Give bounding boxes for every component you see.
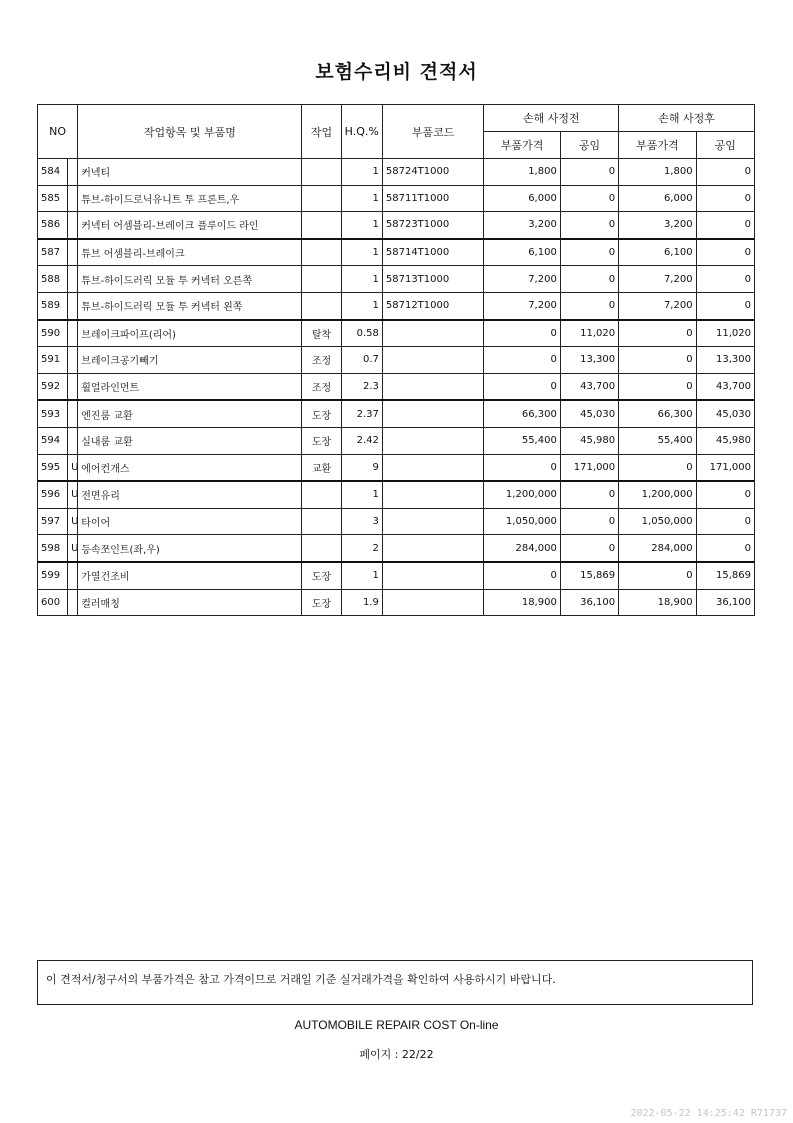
row-before-labor: 43,700 — [560, 373, 618, 400]
row-u-flag — [68, 589, 78, 616]
row-u-flag — [68, 400, 78, 427]
row-item-name: 에어컨개스 — [78, 454, 302, 481]
table-row — [38, 292, 755, 319]
row-before-labor: 0 — [560, 239, 618, 266]
row-item-name: 브레이크공기빼기 — [78, 347, 302, 374]
row-hq: 2.3 — [341, 373, 382, 400]
row-work-type: 도장 — [302, 400, 341, 427]
row-hq: 1 — [341, 266, 382, 293]
row-before-part-price: 7,200 — [484, 292, 560, 319]
table-row — [38, 427, 755, 454]
row-item-name: 휠얼라인먼트 — [78, 373, 302, 400]
row-no: 588 — [38, 266, 68, 293]
row-part-code — [382, 400, 484, 427]
row-part-code — [382, 508, 484, 535]
row-work-type — [302, 212, 341, 239]
header-no: NO — [38, 105, 78, 159]
row-part-code — [382, 427, 484, 454]
row-part-code — [382, 454, 484, 481]
row-work-type: 도장 — [302, 589, 341, 616]
row-after-labor: 43,700 — [696, 373, 754, 400]
row-u-flag — [68, 292, 78, 319]
row-after-part-price: 1,200,000 — [619, 481, 696, 508]
row-before-labor: 0 — [560, 292, 618, 319]
row-after-part-price: 7,200 — [619, 292, 696, 319]
row-item-name: 컬러매칭 — [78, 589, 302, 616]
row-before-labor: 0 — [560, 481, 618, 508]
row-work-type — [302, 535, 341, 562]
row-after-labor: 45,980 — [696, 427, 754, 454]
row-item-name: 실내룸 교환 — [78, 427, 302, 454]
row-after-part-price: 284,000 — [619, 535, 696, 562]
row-after-labor: 45,030 — [696, 400, 754, 427]
row-u-flag — [68, 212, 78, 239]
row-after-labor: 0 — [696, 239, 754, 266]
row-after-labor: 13,300 — [696, 347, 754, 374]
row-before-part-price: 0 — [484, 347, 560, 374]
row-hq: 1 — [341, 562, 382, 589]
row-before-part-price: 3,200 — [484, 212, 560, 239]
row-item-name: 튜브-하이드로닉유니트 투 프론트,우 — [78, 185, 302, 212]
row-after-labor: 171,000 — [696, 454, 754, 481]
row-no: 599 — [38, 562, 68, 589]
table-row — [38, 159, 755, 186]
row-part-code — [382, 535, 484, 562]
row-after-labor: 0 — [696, 212, 754, 239]
row-hq: 1 — [341, 159, 382, 186]
row-hq: 3 — [341, 508, 382, 535]
row-before-part-price: 0 — [484, 320, 560, 347]
row-before-part-price: 66,300 — [484, 400, 560, 427]
row-after-part-price: 0 — [619, 373, 696, 400]
row-before-part-price: 1,200,000 — [484, 481, 560, 508]
row-after-part-price: 0 — [619, 454, 696, 481]
print-timestamp: 2022-05-22 14:25:42 R71737 — [630, 1108, 787, 1119]
row-work-type: 도장 — [302, 427, 341, 454]
table-row — [38, 481, 755, 508]
row-item-name: 타이어 — [78, 508, 302, 535]
row-hq: 2.37 — [341, 400, 382, 427]
row-u-flag — [68, 427, 78, 454]
row-before-part-price: 18,900 — [484, 589, 560, 616]
row-part-code: 58711T1000 — [382, 185, 484, 212]
row-no: 598 — [38, 535, 68, 562]
row-u-flag — [68, 239, 78, 266]
price-notice: 이 견적서/청구서의 부품가격은 참고 가격이므로 거래일 기준 실거래가격을 확인하여 사용하시기 바랍니다. — [37, 960, 753, 1005]
estimate-table — [37, 104, 755, 616]
row-hq: 0.58 — [341, 320, 382, 347]
row-hq: 2.42 — [341, 427, 382, 454]
row-item-name: 튜브-하이드러릭 모듈 투 커넥터 왼쪽 — [78, 292, 302, 319]
header-after-labor: 공임 — [696, 132, 754, 159]
row-after-part-price: 18,900 — [619, 589, 696, 616]
row-hq: 1 — [341, 185, 382, 212]
row-work-type: 도장 — [302, 562, 341, 589]
row-before-part-price: 1,050,000 — [484, 508, 560, 535]
row-work-type: 탈착 — [302, 320, 341, 347]
row-hq: 1.9 — [341, 589, 382, 616]
row-after-labor: 0 — [696, 508, 754, 535]
row-after-part-price: 66,300 — [619, 400, 696, 427]
row-before-labor: 0 — [560, 185, 618, 212]
row-part-code: 58713T1000 — [382, 266, 484, 293]
row-item-name: 브레이크파이프(리어) — [78, 320, 302, 347]
table-row — [38, 320, 755, 347]
row-after-part-price: 6,100 — [619, 239, 696, 266]
row-no: 600 — [38, 589, 68, 616]
row-after-labor: 36,100 — [696, 589, 754, 616]
header-part-code: 부품코드 — [382, 105, 484, 159]
row-u-flag — [68, 562, 78, 589]
row-after-part-price: 1,050,000 — [619, 508, 696, 535]
row-before-labor: 0 — [560, 159, 618, 186]
row-part-code — [382, 347, 484, 374]
row-work-type — [302, 481, 341, 508]
table-row — [38, 535, 755, 562]
row-before-part-price: 6,000 — [484, 185, 560, 212]
table-row — [38, 266, 755, 293]
row-before-part-price: 1,800 — [484, 159, 560, 186]
row-after-part-price: 7,200 — [619, 266, 696, 293]
row-hq: 1 — [341, 239, 382, 266]
row-hq: 1 — [341, 292, 382, 319]
row-after-part-price: 0 — [619, 320, 696, 347]
table-row — [38, 454, 755, 481]
row-item-name: 가열건조비 — [78, 562, 302, 589]
header-after-adjustment: 손해 사정후 — [619, 105, 755, 132]
row-part-code — [382, 562, 484, 589]
footer-title: AUTOMOBILE REPAIR COST On-line — [294, 1018, 499, 1032]
row-no: 593 — [38, 400, 68, 427]
row-part-code — [382, 589, 484, 616]
row-work-type — [302, 159, 341, 186]
table-row — [38, 212, 755, 239]
row-hq: 1 — [341, 212, 382, 239]
row-u-flag — [68, 373, 78, 400]
table-row — [38, 589, 755, 616]
row-after-labor: 0 — [696, 292, 754, 319]
row-part-code: 58712T1000 — [382, 292, 484, 319]
row-u-flag: U — [68, 481, 78, 508]
header-before-adjustment: 손해 사정전 — [484, 105, 619, 132]
row-work-type: 조정 — [302, 373, 341, 400]
row-item-name: 커넥터 어셈블리-브레이크 플루이드 라인 — [78, 212, 302, 239]
row-item-name: 커넥티 — [78, 159, 302, 186]
row-part-code — [382, 320, 484, 347]
row-work-type: 교환 — [302, 454, 341, 481]
row-u-flag — [68, 159, 78, 186]
row-after-labor: 15,869 — [696, 562, 754, 589]
row-hq: 1 — [341, 481, 382, 508]
row-item-name: 튜브-하이드러릭 모듈 투 커넥터 오른쪽 — [78, 266, 302, 293]
row-u-flag — [68, 185, 78, 212]
table-row — [38, 562, 755, 589]
row-item-name: 등속쪼인트(좌,우) — [78, 535, 302, 562]
row-work-type — [302, 266, 341, 293]
header-after-part-price: 부품가격 — [619, 132, 696, 159]
row-hq: 0.7 — [341, 347, 382, 374]
row-after-labor: 0 — [696, 481, 754, 508]
row-work-type — [302, 239, 341, 266]
document-title: 보험수리비 견적서 — [315, 61, 478, 83]
row-before-labor: 11,020 — [560, 320, 618, 347]
row-hq: 2 — [341, 535, 382, 562]
row-u-flag — [68, 320, 78, 347]
row-after-part-price: 6,000 — [619, 185, 696, 212]
row-no: 592 — [38, 373, 68, 400]
row-u-flag: U — [68, 508, 78, 535]
row-u-flag — [68, 266, 78, 293]
row-part-code: 58724T1000 — [382, 159, 484, 186]
row-before-part-price: 55,400 — [484, 427, 560, 454]
row-no: 586 — [38, 212, 68, 239]
row-before-labor: 13,300 — [560, 347, 618, 374]
row-after-labor: 0 — [696, 535, 754, 562]
header-item-name: 작업항목 및 부품명 — [78, 105, 302, 159]
row-hq: 9 — [341, 454, 382, 481]
row-after-part-price: 55,400 — [619, 427, 696, 454]
row-before-labor: 0 — [560, 508, 618, 535]
row-work-type — [302, 185, 341, 212]
row-after-part-price: 1,800 — [619, 159, 696, 186]
row-before-part-price: 284,000 — [484, 535, 560, 562]
row-u-flag: U — [68, 535, 78, 562]
row-before-labor: 0 — [560, 535, 618, 562]
row-no: 589 — [38, 292, 68, 319]
row-part-code — [382, 481, 484, 508]
row-before-labor: 45,980 — [560, 427, 618, 454]
row-before-labor: 0 — [560, 266, 618, 293]
row-part-code: 58723T1000 — [382, 212, 484, 239]
row-item-name: 엔진룸 교환 — [78, 400, 302, 427]
row-part-code: 58714T1000 — [382, 239, 484, 266]
table-row — [38, 239, 755, 266]
estimate-rows — [38, 159, 755, 616]
row-work-type — [302, 292, 341, 319]
row-work-type: 조정 — [302, 347, 341, 374]
header-work: 작업 — [302, 105, 341, 159]
header-before-labor: 공임 — [560, 132, 618, 159]
row-no: 596 — [38, 481, 68, 508]
row-before-labor: 171,000 — [560, 454, 618, 481]
row-after-labor: 0 — [696, 185, 754, 212]
header-hq: H.Q.% — [341, 105, 382, 159]
row-after-labor: 0 — [696, 266, 754, 293]
row-after-part-price: 0 — [619, 562, 696, 589]
row-no: 591 — [38, 347, 68, 374]
row-no: 594 — [38, 427, 68, 454]
row-no: 584 — [38, 159, 68, 186]
row-no: 595 — [38, 454, 68, 481]
row-part-code — [382, 373, 484, 400]
row-before-part-price: 0 — [484, 562, 560, 589]
row-after-labor: 0 — [696, 159, 754, 186]
row-work-type — [302, 508, 341, 535]
table-row — [38, 185, 755, 212]
row-after-part-price: 3,200 — [619, 212, 696, 239]
row-before-labor: 36,100 — [560, 589, 618, 616]
table-row — [38, 347, 755, 374]
row-no: 587 — [38, 239, 68, 266]
row-before-part-price: 0 — [484, 373, 560, 400]
row-before-part-price: 0 — [484, 454, 560, 481]
page-number: 페이지 : 22/22 — [359, 1048, 434, 1061]
row-u-flag — [68, 347, 78, 374]
row-before-part-price: 7,200 — [484, 266, 560, 293]
row-before-part-price: 6,100 — [484, 239, 560, 266]
row-item-name: 튜브 어셈블리-브레이크 — [78, 239, 302, 266]
header-before-part-price: 부품가격 — [484, 132, 560, 159]
row-item-name: 전면유리 — [78, 481, 302, 508]
row-after-labor: 11,020 — [696, 320, 754, 347]
row-after-part-price: 0 — [619, 347, 696, 374]
row-u-flag: U — [68, 454, 78, 481]
row-no: 597 — [38, 508, 68, 535]
table-row — [38, 373, 755, 400]
table-row — [38, 400, 755, 427]
row-before-labor: 45,030 — [560, 400, 618, 427]
row-no: 590 — [38, 320, 68, 347]
row-before-labor: 0 — [560, 212, 618, 239]
row-before-labor: 15,869 — [560, 562, 618, 589]
row-no: 585 — [38, 185, 68, 212]
table-row — [38, 508, 755, 535]
